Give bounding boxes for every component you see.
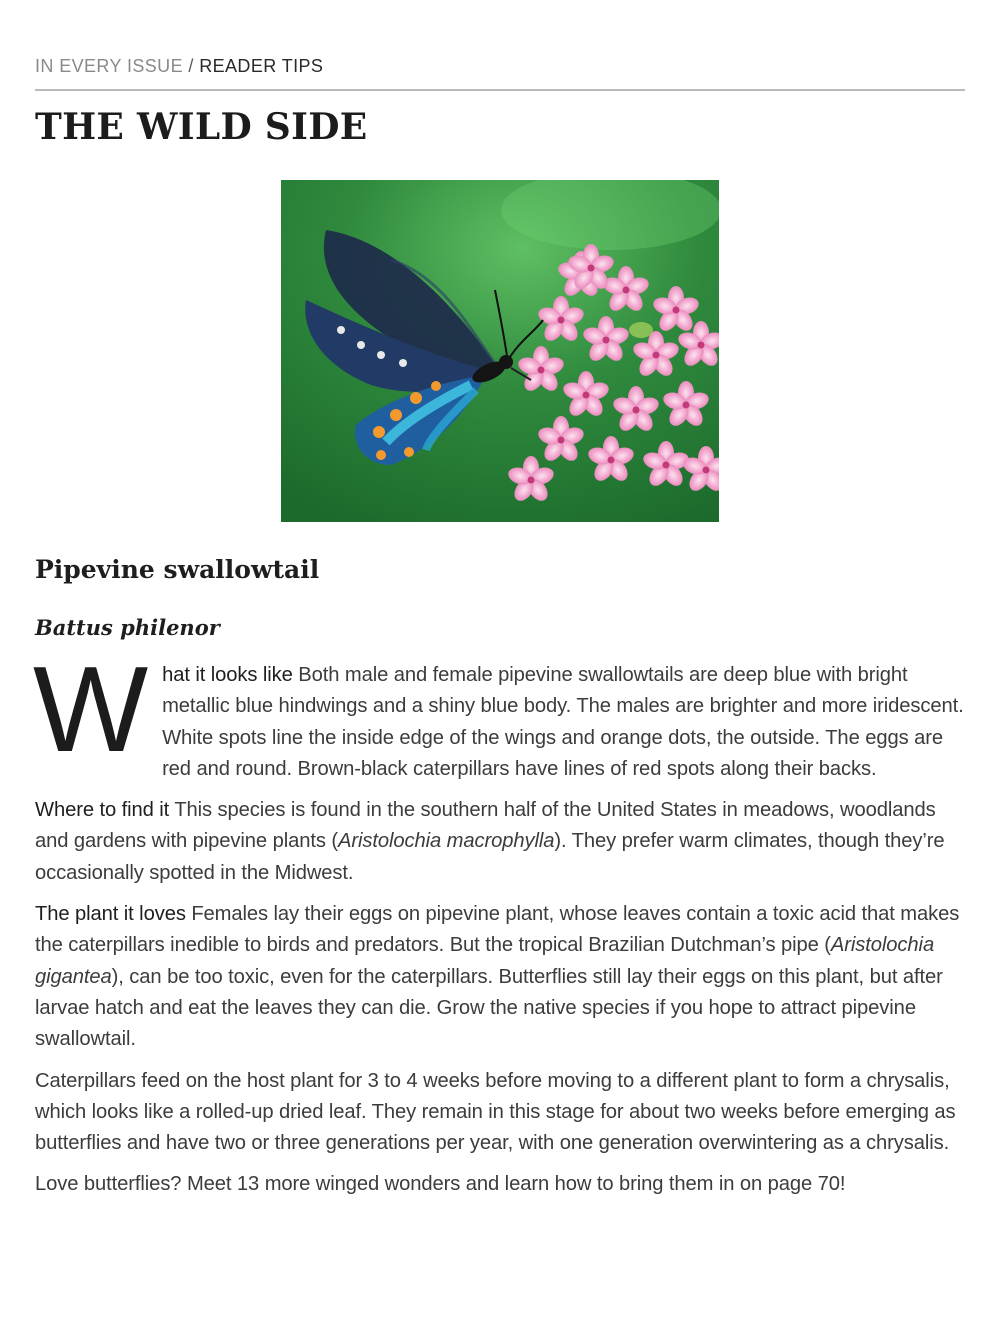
species-common-name: Pipevine swallowtail [35, 555, 320, 584]
paragraph-lifecycle: Caterpillars feed on the host plant for 3 to 4 weeks before moving to a different plant to form a chrysalis, which looks like a rolled-up dried leaf. They remain in this stage for about two weeks before emerging as butterflies and have two or three generations per year, with one generation overwintering as a chrysalis. [35, 1069, 956, 1155]
header-divider [35, 89, 965, 91]
paragraph-closing: Love butterflies? Meet 13 more winged wonders and learn how to bring them in on page 70! [35, 1173, 846, 1196]
breadcrumb [35, 55, 323, 77]
paragraph-text: Both male and female pipevine swallowtails are deep blue with bright metallic blue hindwings and a shiny blue body. The males are brighter and more iridescent. White spots line the inside edge of the wings and orange dots, the outside. The eggs are red and round. Brown-black caterpillars have lines of red spots along their backs. [162, 664, 964, 780]
drop-cap: W [33, 641, 149, 777]
page-title: THE WILD SIDE [35, 106, 368, 148]
paragraph-appearance [33, 641, 967, 785]
paragraph-text: ). They prefer warm climates, though they’re occasionally spotted in the Midwest. [35, 830, 945, 884]
breadcrumb-separator: / [188, 56, 194, 76]
breadcrumb-section[interactable]: IN EVERY ISSUE [35, 56, 183, 76]
paragraph-habitat [35, 795, 967, 889]
butterfly-photo [281, 180, 719, 522]
paragraph-lead: hat it looks like [162, 664, 293, 686]
italic-scientific-name: Aristolochia gigantea [35, 934, 935, 988]
butterfly-on-pink-phlox-icon [281, 180, 719, 522]
paragraph-text: Females lay their eggs on pipevine plant, whose leaves contain a toxic acid that makes the caterpillars inedible to birds and predators. But the tropical Brazilian Dutchman’s pipe ( [35, 903, 960, 957]
italic-scientific-name: Aristolochia macrophylla [337, 830, 555, 853]
article-body [33, 641, 967, 1211]
breadcrumb-subsection[interactable]: READER TIPS [199, 56, 324, 76]
paragraph-text: This species is found in the southern half of the United States in meadows, woodlands and gardens with pipevine plants ( [35, 799, 936, 853]
paragraph-host-plant [35, 899, 967, 1055]
paragraph-lead: Where to find it [35, 799, 170, 822]
species-scientific-name: Battus philenor [35, 615, 220, 640]
paragraph-lead: The plant it loves [35, 903, 186, 926]
paragraph-text: ), can be too toxic, even for the caterpillars. Butterflies still lay their eggs on this plant, but after larvae hatch and eat the leaves they can die. Grow the native species if you hope to attract pipevine swallowtail. [35, 965, 943, 1051]
